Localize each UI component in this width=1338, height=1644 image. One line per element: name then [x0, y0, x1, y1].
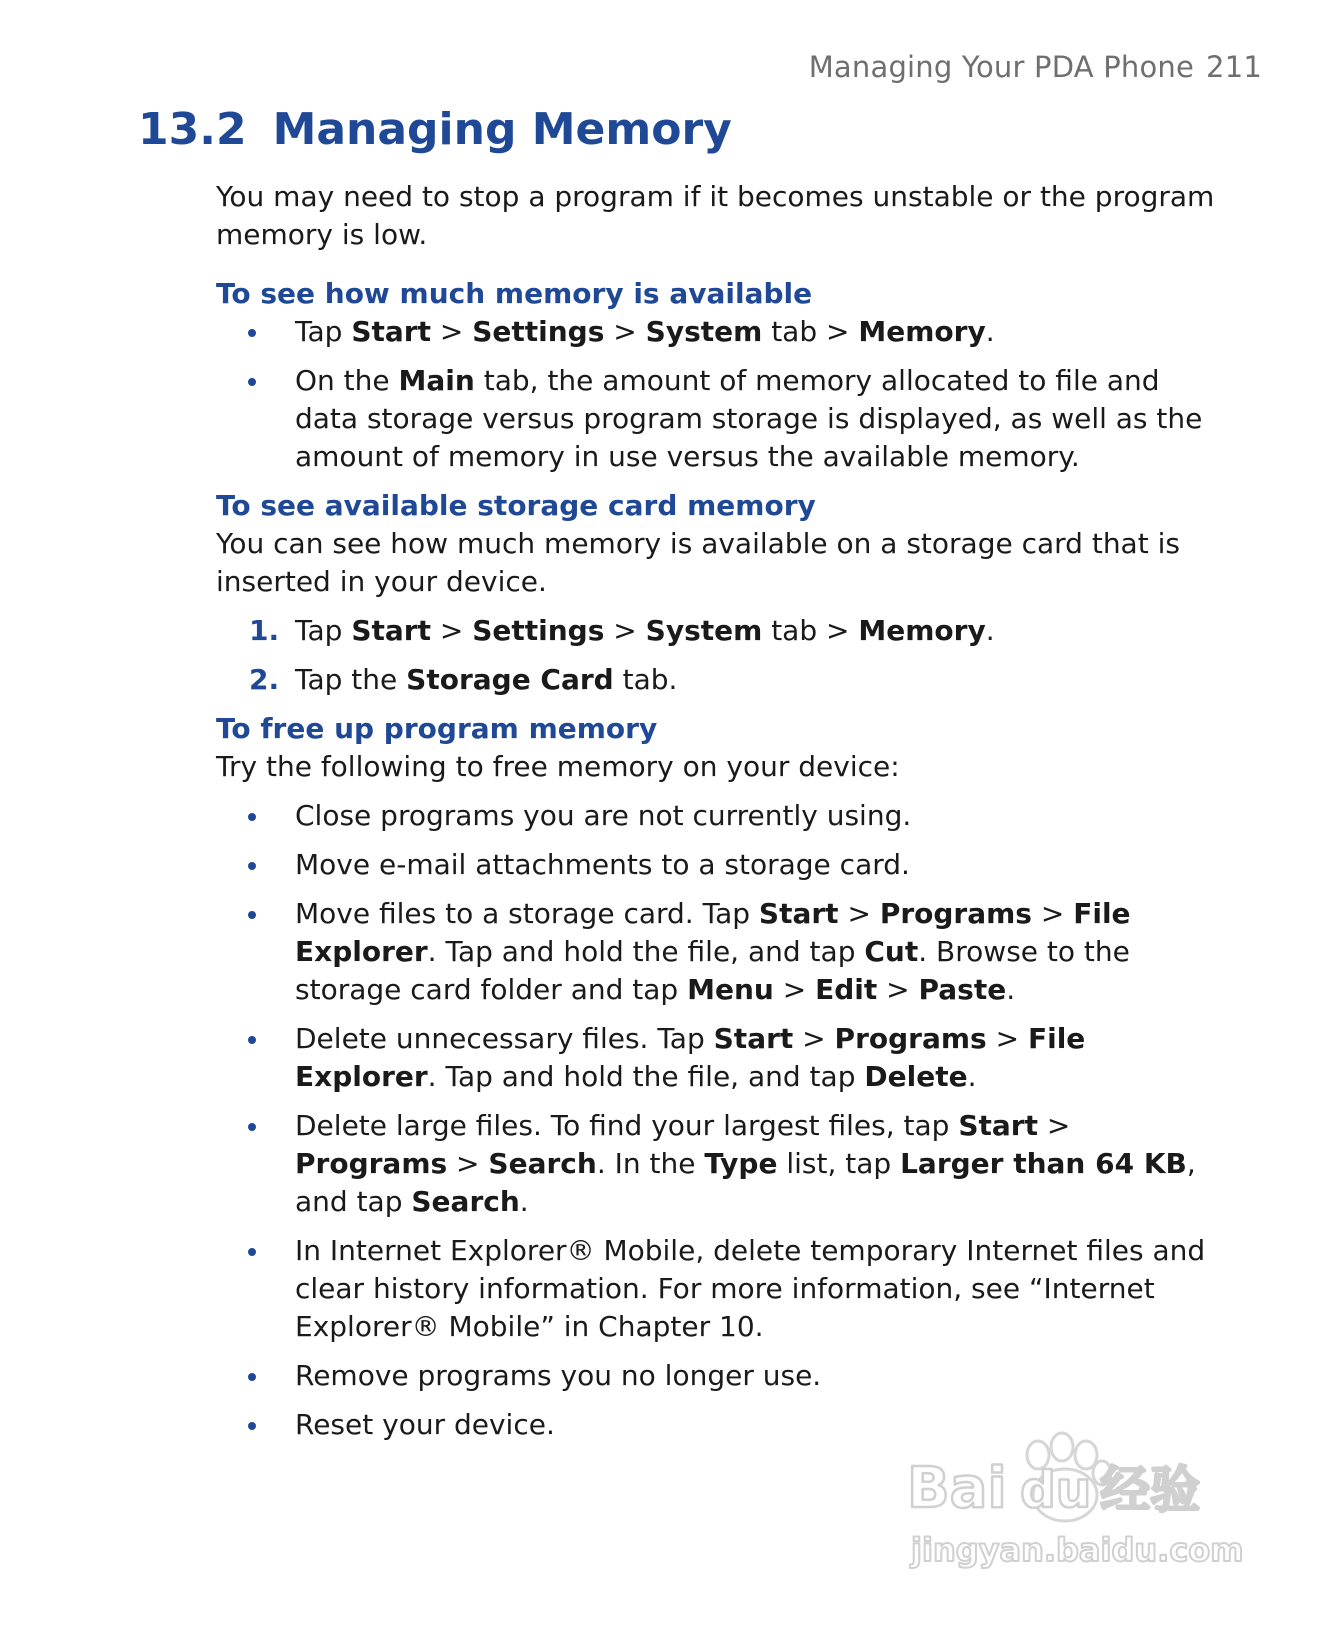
bullet-icon [248, 1248, 256, 1256]
intro-paragraph: You may need to stop a program if it becomes unstable or the program memory is low. [216, 180, 1215, 251]
storage-card-intro: You can see how much memory is available on a storage card that is inserted in your device. [216, 527, 1180, 598]
watermark-brand-right: du [1020, 1461, 1092, 1519]
subhead-memory-available: To see how much memory is available [216, 277, 813, 310]
bullet-icon [248, 329, 256, 337]
list-item: Reset your device. [216, 1406, 1226, 1444]
bullet-icon [248, 1422, 256, 1430]
section-title [138, 104, 732, 155]
section-title-text: Managing Memory [272, 104, 732, 155]
step-number: 2. [249, 663, 280, 696]
list-item: Close programs you are not currently using. [216, 797, 1226, 835]
watermark-url: jingyan.baidu.com [911, 1531, 1244, 1569]
running-header [809, 50, 1262, 84]
watermark-brand-cn: 经验 [1100, 1461, 1200, 1519]
bullet-icon [248, 1373, 256, 1381]
section-number: 13.2 [138, 104, 247, 155]
list-item: On the Main tab, the amount of memory allocated to file and data storage versus program storage is displayed, as well as the amount of memory in use versus the available memory. [216, 362, 1226, 476]
watermark-brand-left: Bai [907, 1456, 1007, 1521]
list-item: Move e-mail attachments to a storage card. [216, 846, 1226, 884]
memory-available-list [216, 313, 1226, 476]
step-number: 1. [249, 614, 280, 647]
step-item: 2. Tap the Storage Card tab. [216, 661, 1226, 699]
list-item: Tap Start > Settings > System tab > Memory. [216, 313, 1226, 351]
list-item: Remove programs you no longer use. [216, 1357, 1226, 1395]
bullet-icon [248, 1123, 256, 1131]
subhead-free-memory: To free up program memory [216, 712, 658, 745]
list-item: Move files to a storage card. Tap Start > Programs > File Explorer. Tap and hold the file, and tap Cut. Browse to the storage card folder and tap Menu > Edit > Paste. [216, 895, 1226, 1009]
bullet-icon [248, 862, 256, 870]
free-memory-list [216, 797, 1226, 1444]
list-item: Delete unnecessary files. Tap Start > Programs > File Explorer. Tap and hold the file, and tap Delete. [216, 1020, 1226, 1096]
bullet-icon [248, 911, 256, 919]
free-memory-intro: Try the following to free memory on your device: [216, 750, 900, 783]
bullet-icon [248, 1036, 256, 1044]
page-content [216, 178, 1226, 1455]
baidu-jingyan-watermark [907, 1425, 1255, 1605]
storage-card-steps [216, 612, 1226, 699]
bullet-icon [248, 378, 256, 386]
page-number: 211 [1206, 50, 1262, 84]
subhead-storage-card: To see available storage card memory [216, 489, 816, 522]
list-item: Delete large files. To find your largest files, tap Start > Programs > Search. In the Type list, tap Larger than 64 KB, and tap Search. [216, 1107, 1226, 1221]
list-item: In Internet Explorer® Mobile, delete temporary Internet files and clear history information. For more information, see “Internet Explorer® Mobile” in Chapter 10. [216, 1232, 1226, 1346]
running-title: Managing Your PDA Phone [808, 50, 1195, 84]
bullet-icon [248, 813, 256, 821]
step-item: 1. Tap Start > Settings > System tab > Memory. [216, 612, 1226, 650]
